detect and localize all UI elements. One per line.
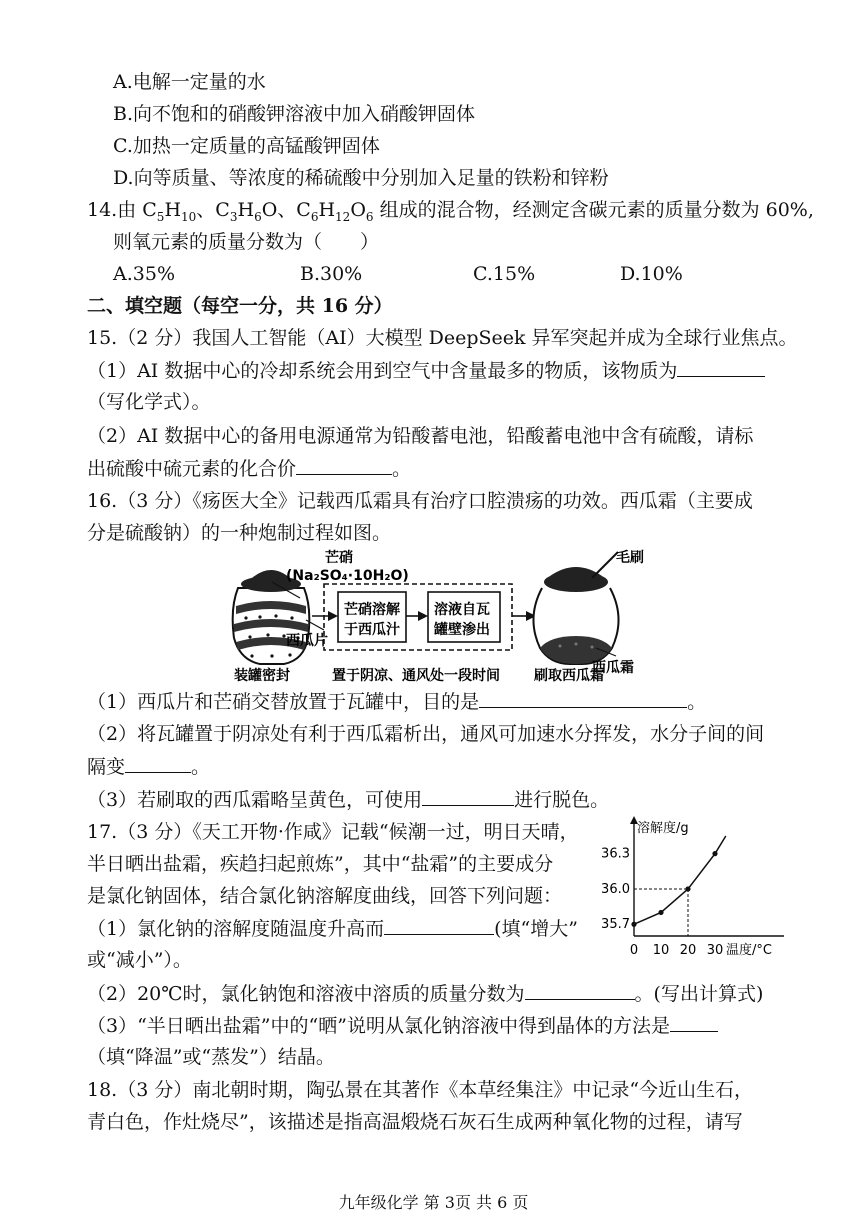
q17-part3-line2: （填“降温”或“蒸发”）结晶。 bbox=[87, 1046, 335, 1068]
label-xiguapian: 西瓜片 bbox=[286, 633, 328, 649]
q15-part2-line2: 出硫酸中硫元素的化合价 。 bbox=[87, 458, 412, 480]
q13-option-c: C.加热一定质量的高锰酸钾固体 bbox=[113, 135, 380, 157]
solubility-curve bbox=[634, 836, 726, 924]
q15-part2-line1: （2）AI 数据中心的备用电源通常为铅酸蓄电池，铅酸蓄电池中含有硫酸，请标 bbox=[87, 425, 754, 447]
q16-part2-line1: （2）将瓦罐置于阴凉处有利于西瓜霜析出，通风可加速水分挥发，水分子间的间 bbox=[87, 723, 765, 745]
q16-blank1[interactable] bbox=[479, 689, 687, 708]
box1-line2: 于西瓜汁 bbox=[344, 622, 400, 638]
y-tick-label: 36.3 bbox=[601, 846, 630, 862]
q15-stem: 15.（2 分）我国人工智能（AI）大模型 DeepSeek 异军突起并成为全球行业焦点。 bbox=[87, 327, 798, 349]
q17-blank3[interactable] bbox=[670, 1013, 718, 1032]
label-mangxiao: 芒硝 bbox=[325, 550, 353, 566]
data-point bbox=[685, 886, 690, 891]
q17-part1-line2: 或“减小”）。 bbox=[87, 949, 192, 971]
box2-line2: 罐壁渗出 bbox=[434, 622, 490, 638]
box2-line1: 溶液自瓦 bbox=[434, 602, 490, 618]
arrow-icon bbox=[328, 611, 338, 621]
q13-option-a: A.电解一定量的水 bbox=[113, 71, 266, 93]
x-tick-label: 30 bbox=[706, 943, 724, 956]
label-formula: (Na₂SO₄·10H₂O) bbox=[286, 568, 409, 584]
q17-blank1[interactable] bbox=[384, 916, 494, 935]
caption-seal: 装罐密封 bbox=[234, 668, 290, 684]
q16-part2-line2: 隔变 。 bbox=[87, 756, 211, 778]
q16-stem-line2: 分是硫酸钠）的一种炮制过程如图。 bbox=[87, 522, 392, 544]
q17-part2: （2）20℃时，氯化钠饱和溶液中溶质的质量分数为 。(写出计算式) bbox=[87, 983, 764, 1005]
q13-option-d: D.向等质量、等浓度的稀硫酸中分别加入足量的铁粉和锌粉 bbox=[113, 167, 609, 189]
q16-part3: （3）若刷取的西瓜霜略呈黄色，可使用 进行脱色。 bbox=[87, 789, 610, 811]
q14-stem-line2: 则氧元素的质量分数为（ ） bbox=[113, 231, 380, 253]
data-point bbox=[631, 922, 636, 927]
q17-stem-line2: 半日晒出盐霜，疾趋扫起煎炼”，其中“盐霜”的主要成分 bbox=[87, 853, 554, 875]
x-tick-label: 20 bbox=[679, 943, 697, 956]
x-tick-label: 0 bbox=[629, 943, 639, 956]
q14-stem-line1: 14.由 $C_5H_{10}$、$C_3H_6O$、$C_6H_{12}O_6$ 组成的混合物，经测定含碳元素的质量分数为 60%, bbox=[87, 199, 814, 224]
jar-with-brush-icon bbox=[533, 552, 618, 664]
sealed-jar-icon bbox=[233, 570, 310, 664]
caption-brush: 刷取西瓜霜 bbox=[534, 668, 604, 684]
q14-option-d: D.10% bbox=[620, 263, 683, 285]
section2-title: 二、填空题（每空一分，共 16 分） bbox=[87, 295, 393, 317]
q17-stem-line1: 17.（3 分）《天工开物·作咸》记载“候潮一过，明日天晴， bbox=[87, 821, 579, 843]
q15-blank1[interactable] bbox=[677, 358, 765, 377]
q15-blank2[interactable] bbox=[296, 456, 392, 475]
caption-storage: 置于阴凉、通风处一段时间 bbox=[332, 668, 500, 684]
q14-option-a: A.35% bbox=[113, 263, 175, 285]
q16-blank2[interactable] bbox=[125, 754, 191, 773]
q16-stem-line1: 16.（3 分）《疡医大全》记载西瓜霜具有治疗口腔溃疡的功效。西瓜霜（主要成 bbox=[87, 490, 753, 512]
q14-option-c: C.15% bbox=[473, 263, 536, 285]
page-footer: 九年级化学 第 3页 共 6 页 bbox=[338, 1193, 529, 1212]
data-point bbox=[712, 851, 717, 856]
y-axis-label: 溶解度/g bbox=[637, 821, 689, 836]
data-point bbox=[658, 910, 663, 915]
q16-process-diagram bbox=[220, 548, 650, 688]
q13-option-b: B.向不饱和的硝酸钾溶液中加入硝酸钾固体 bbox=[113, 103, 476, 125]
q17-stem-line3: 是氯化钠固体，结合氯化钠溶解度曲线，回答下列问题： bbox=[87, 885, 563, 907]
q16-blank3[interactable] bbox=[422, 787, 514, 806]
q17-part3-line1: （3）“半日晒出盐霜”中的“晒”说明从氯化钠溶液中得到晶体的方法是 bbox=[87, 1013, 718, 1038]
y-tick-label: 35.7 bbox=[601, 917, 630, 933]
q18-line1: 18.（3 分）南北朝时期，陶弘景在其著作《本草经集注》中记录“今近山生石， bbox=[87, 1079, 754, 1101]
q15-part1-line2: （写化学式）。 bbox=[87, 391, 211, 413]
q15-part1-line1: （1）AI 数据中心的冷却系统会用到空气中含量最多的物质，该物质为 bbox=[87, 358, 765, 383]
y-tick-label: 36.0 bbox=[601, 881, 630, 897]
arrow-icon bbox=[418, 611, 428, 621]
solubility-chart bbox=[594, 812, 790, 956]
q14-option-b: B.30% bbox=[300, 263, 363, 285]
q17-part1-line1: （1）氯化钠的溶解度随温度升高而 (填“增大” bbox=[87, 918, 578, 940]
x-axis-label: 温度/°C bbox=[726, 943, 772, 956]
label-xiguashuang: 西瓜霜 bbox=[592, 660, 634, 676]
q17-blank2[interactable] bbox=[525, 981, 635, 1000]
q16-part1: （1）西瓜片和芒硝交替放置于瓦罐中，目的是 。 bbox=[87, 691, 707, 713]
x-tick-label: 10 bbox=[652, 943, 670, 956]
label-maoshua: 毛刷 bbox=[616, 550, 644, 566]
box1-line1: 芒硝溶解 bbox=[344, 602, 400, 618]
q18-line2: 青白色，作灶烧尽”，该描述是指高温煅烧石灰石生成两种氧化物的过程，请写 bbox=[87, 1111, 743, 1133]
